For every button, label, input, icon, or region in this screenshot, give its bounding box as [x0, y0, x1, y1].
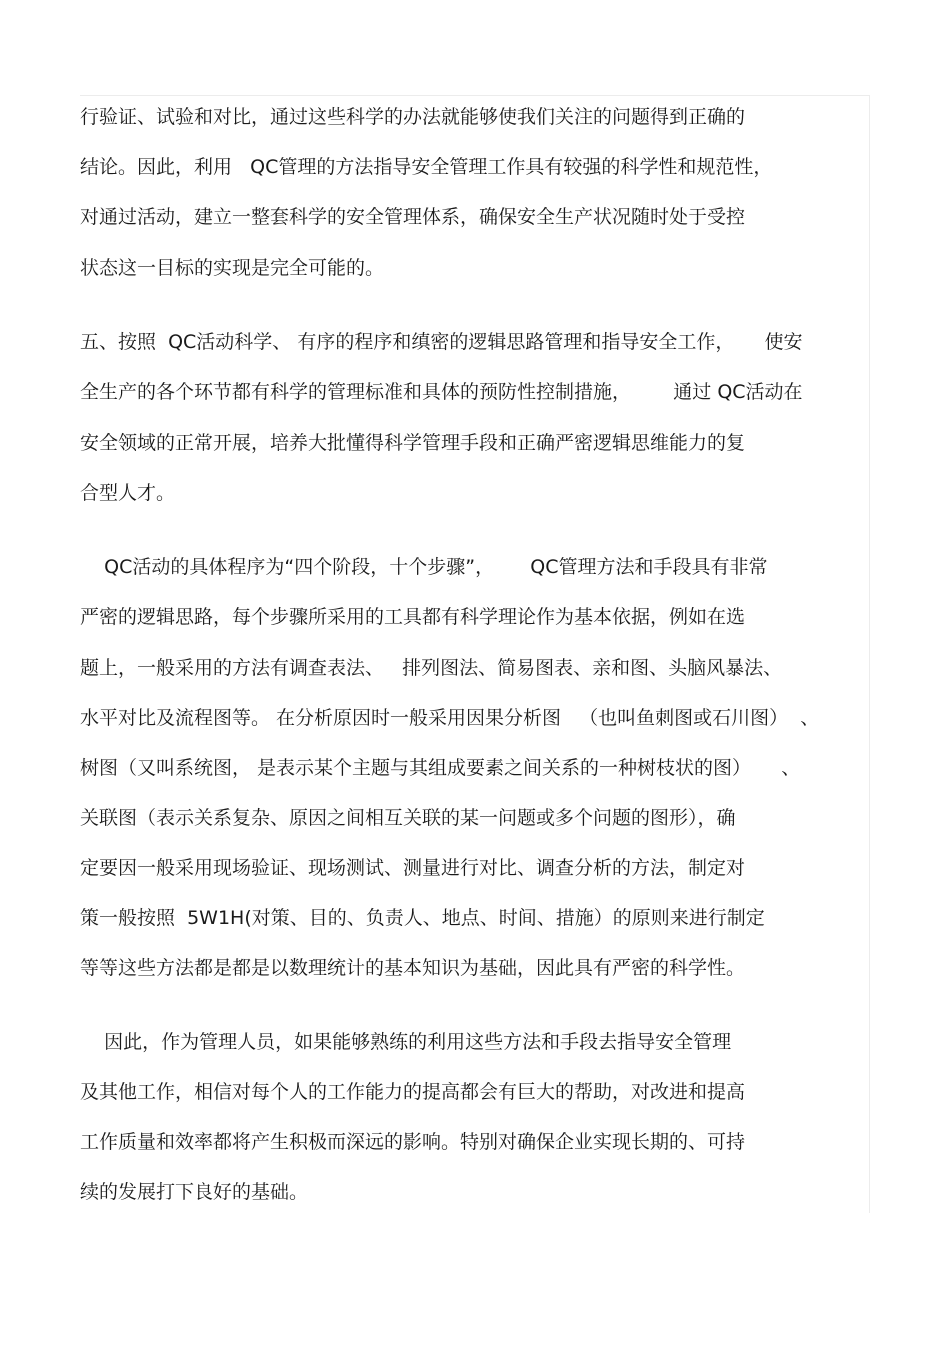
text-line: 结论。因此，利用 QC管理的方法指导安全管理工作具有较强的科学性和规范性，: [80, 156, 773, 178]
text-line: 五、按照 QC活动科学、 有序的程序和缜密的逻辑思路管理和指导安全工作， 使安: [80, 331, 803, 353]
text-line: 工作质量和效率都将产生积极而深远的影响。特别对确保企业实现长期的、可持: [80, 1131, 746, 1153]
text-line: 严密的逻辑思路，每个步骤所采用的工具都有科学理论作为基本依据，例如在选: [80, 606, 746, 628]
text-line: 树图（又叫系统图， 是表示某个主题与其组成要素之间关系的一种树枝状的图） 、: [80, 757, 801, 779]
page-frame-top-border: [80, 95, 870, 96]
text-line: 定要因一般采用现场验证、现场测试、测量进行对比、调查分析的方法，制定对: [80, 857, 746, 879]
text-line: 全生产的各个环节都有科学的管理标准和具体的预防性控制措施， 通过 QC活动在: [80, 381, 803, 403]
text-line: 对通过活动，建立一整套科学的安全管理体系，确保安全生产状况随时处于受控: [80, 206, 746, 228]
text-line: 题上，一般采用的方法有调查表法、 排列图法、简易图表、亲和图、头脑风暴法、: [80, 657, 783, 679]
text-line: QC活动的具体程序为“四个阶段，十个步骤”， QC管理方法和手段具有非常: [80, 556, 768, 578]
page-frame-right-border: [869, 95, 870, 1213]
text-line: 合型人才。: [80, 482, 176, 504]
text-line: 关联图（表示关系复杂、原因之间相互关联的某一问题或多个问题的图形），确: [80, 807, 736, 829]
text-line: 因此，作为管理人员，如果能够熟练的利用这些方法和手段去指导安全管理: [80, 1031, 732, 1053]
text-line: 及其他工作，相信对每个人的工作能力的提高都会有巨大的帮助，对改进和提高: [80, 1081, 746, 1103]
text-line: 行验证、试验和对比，通过这些科学的办法就能够使我们关注的问题得到正确的: [80, 106, 746, 128]
text-line: 安全领域的正常开展，培养大批懂得科学管理手段和正确严密逻辑思维能力的复: [80, 432, 746, 454]
text-line: 等等这些方法都是都是以数理统计的基本知识为基础，因此具有严密的科学性。: [80, 957, 746, 979]
text-line: 水平对比及流程图等。 在分析原因时一般采用因果分析图 （也叫鱼刺图或石川图） 、: [80, 707, 820, 729]
text-line: 状态这一目标的实现是完全可能的。: [80, 257, 385, 279]
text-line: 续的发展打下良好的基础。: [80, 1181, 309, 1203]
text-line: 策一般按照 5W1H(对策、目的、负责人、地点、时间、措施）的原则来进行制定: [80, 907, 765, 929]
